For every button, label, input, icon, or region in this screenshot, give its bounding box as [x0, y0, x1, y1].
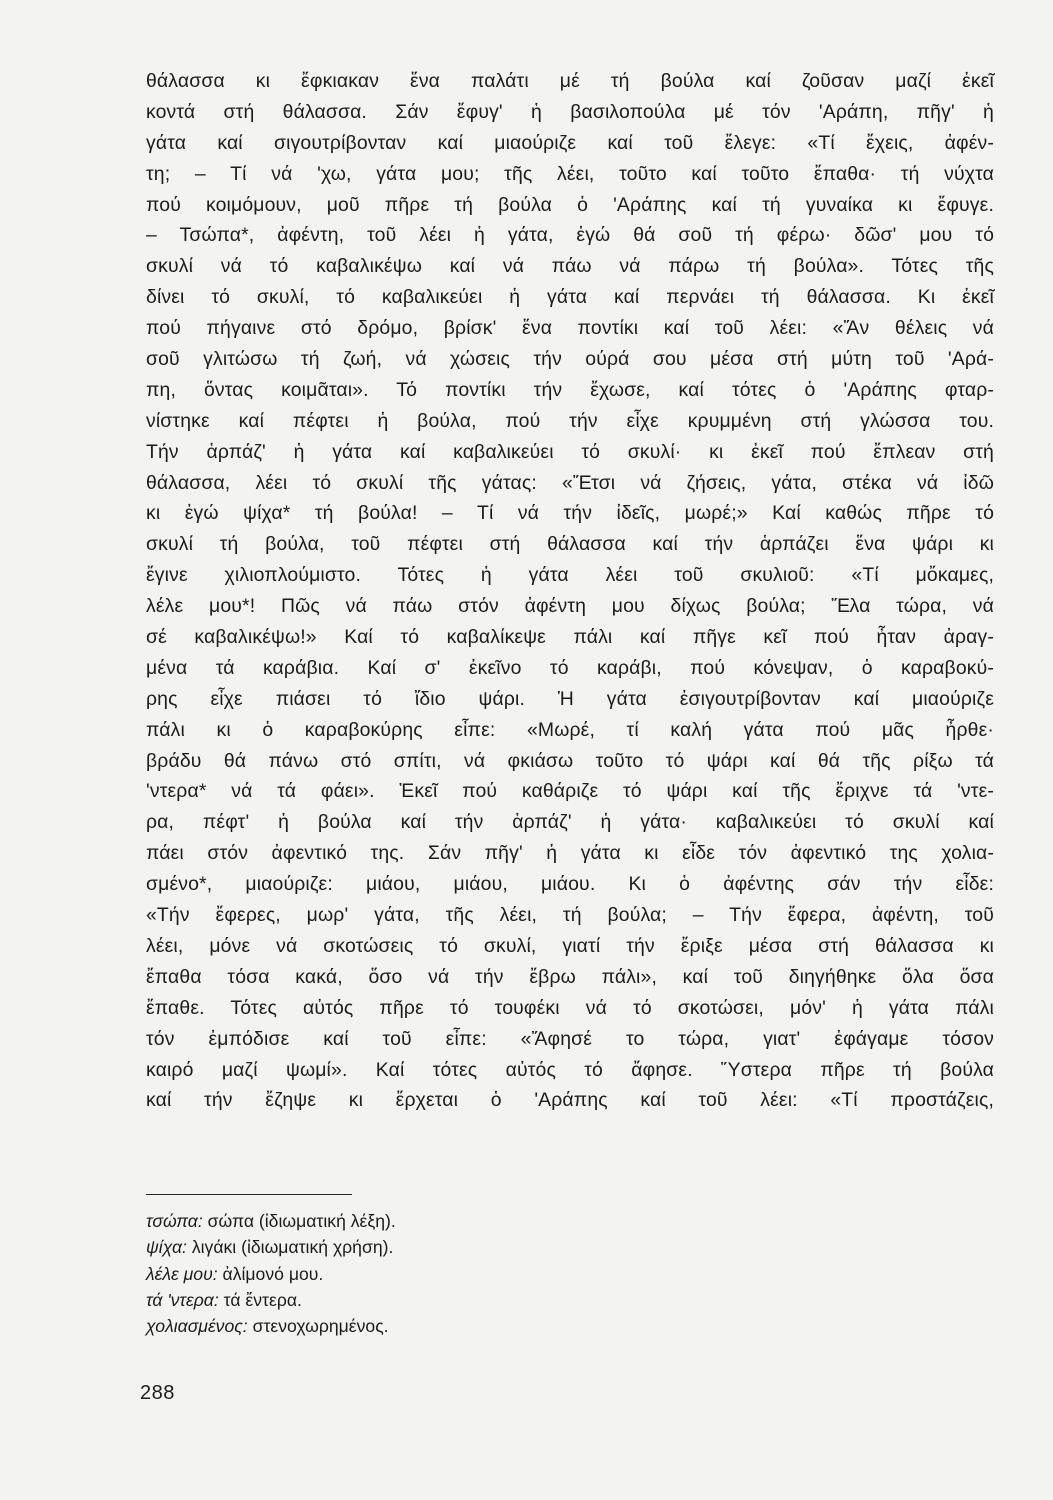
main-text: [146, 66, 994, 1116]
text-line: Τήν ἁρπάζ' ἡ γάτα καί καβαλικεύει τό σκυλί· κι ἐκεῖ πού ἔπλεαν στή: [146, 440, 994, 463]
footnote: [146, 1208, 746, 1234]
footnote-term: λέλε μου:: [146, 1263, 218, 1284]
text-line: καιρό μαζί ψωμί». Καί τότες αὐτός τό ἄφησε. Ὕστερα πῆρε τή βούλα: [146, 1058, 994, 1081]
text-line: σκυλί νά τό καβαλικέψω καί νά πάω νά πάρω τή βούλα». Τότες τῆς: [146, 255, 994, 278]
footnote-definition: σώπα (ἰδιωματική λέξη).: [207, 1211, 396, 1231]
footnote-term: τσώπα:: [146, 1211, 203, 1231]
text-line: θάλασσα, λέει τό σκυλί τῆς γάτας: «Ἔτσι νά ζήσεις, γάτα, στέκα νά ἰδῶ: [146, 471, 994, 494]
text-line: «Τήν ἔφερες, μωρ' γάτα, τῆς λέει, τή βούλα; – Τήν ἔφερα, ἀφέντη, τοῦ: [146, 904, 994, 927]
text-line: λέλε μου*! Πῶς νά πάω στόν ἀφέντη μου δίχως βούλα; Ἔλα τώρα, νά: [146, 595, 994, 618]
text-line: κι ἐγώ ψίχα* τή βούλα! – Τί νά τήν ἰδεῖς, μωρέ;» Καί καθώς πῆρε τό: [146, 502, 994, 525]
footnote-definition: στενοχωρημένος.: [252, 1316, 389, 1337]
text-line: τόν ἐμπόδισε καί τοῦ εἶπε: «Ἄφησέ το τώρα, γιατ' ἐφάγαμε τόσον: [146, 1027, 994, 1050]
text-line: καί τήν ἔζηψε κι ἔρχεται ὁ 'Αράπης καί τοῦ λέει: «Τί προστάζεις,: [146, 1089, 994, 1112]
footnote: [146, 1234, 746, 1260]
text-line: τη; – Τί νά 'χω, γάτα μου; τῆς λέει, τοῦτο καί τοῦτο ἔπαθα· τή νύχτα: [146, 162, 994, 185]
text-line: μένα τά καράβια. Καί σ' ἐκεῖνο τό καράβι, πού κόνεψαν, ὁ καραβοκύ-: [146, 656, 994, 679]
text-line: ἔπαθα τόσα κακά, ὅσο νά τήν ἔβρω πάλι», καί τοῦ διηγήθηκε ὅλα ὅσα: [146, 965, 994, 988]
text-line: – Τσώπα*, ἀφέντη, τοῦ λέει ἡ γάτα, ἐγώ θά σοῦ τή φέρω· δῶσ' μου τό: [146, 224, 994, 247]
page-number: 288: [140, 1382, 175, 1404]
footnotes: [146, 1208, 746, 1339]
text-line: θάλασσα κι ἔφκιακαν ἕνα παλάτι μέ τή βούλα καί ζοῦσαν μαζί ἐκεῖ: [146, 70, 994, 92]
text-line: γάτα καί σιγουτρίβονταν καί μιαούριζε καί τοῦ ἔλεγε: «Τί ἔχεις, ἀφέν-: [146, 131, 994, 154]
footnote: [146, 1261, 746, 1287]
text-line: 'ντερα* νά τά φάει». Ἐκεῖ πού καθάριζε τό ψάρι καί τῆς ἔριχνε τά 'ντε-: [146, 780, 994, 803]
text-line: νίστηκε καί πέφτει ἡ βούλα, πού τήν εἶχε κρυμμένη στή γλώσσα του.: [146, 409, 994, 432]
text-line: δίνει τό σκυλί, τό καβαλικεύει ἡ γάτα καί περνάει τή θάλασσα. Κι ἐκεῖ: [146, 286, 994, 309]
footnote-definition: λιγάκι (ἰδιωματική χρήση).: [191, 1237, 394, 1258]
footnote: [146, 1313, 746, 1339]
text-line: ἔπαθε. Τότες αὐτός πῆρε τό τουφέκι νά τό σκοτώσει, μόν' ἡ γάτα πάλι: [146, 996, 994, 1019]
footnote: [146, 1287, 746, 1313]
text-line: σέ καβαλικέψω!» Καί τό καβαλίκεψε πάλι καί πῆγε κεῖ πού ἦταν ἀραγ-: [146, 626, 994, 649]
text-line: κοντά στή θάλασσα. Σάν ἔφυγ' ἡ βασιλοπούλα μέ τόν 'Αράπη, πῆγ' ἡ: [146, 100, 994, 123]
text-line: σοῦ γλιτώσω τή ζωή, νά χώσεις τήν ούρά σου μέσα στή μύτη τοῦ 'Αρά-: [146, 348, 994, 371]
text-line: ρα, πέφτ' ἡ βούλα καί τήν ἁρπάζ' ἡ γάτα· καβαλικεύει τό σκυλί καί: [146, 811, 994, 834]
text-line: ρης εἶχε πιάσει τό ἴδιο ψάρι. Ἡ γάτα ἐσιγουτρίβονταν καί μιαούριζε: [146, 687, 994, 710]
text-line: σκυλί τή βούλα, τοῦ πέφτει στή θάλασσα καί τήν ἁρπάζει ἕνα ψάρι κι: [146, 533, 994, 556]
text-line: πού κοιμόμουν, μοῦ πῆρε τή βούλα ὁ 'Αράπης καί τή γυναίκα κι ἔφυγε.: [146, 193, 994, 216]
footnote-definition: τά ἔντερα.: [223, 1289, 302, 1310]
text-line: πού πήγαινε στό δρόμο, βρίσκ' ἕνα ποντίκι καί τοῦ λέει: «Ἄν θέλεις νά: [146, 317, 994, 340]
text-line: βράδυ θά πάνω στό σπίτι, νά φκιάσω τοῦτο τό ψάρι καί θά τῆς ρίξω τά: [146, 749, 994, 772]
text-line: λέει, μόνε νά σκοτώσεις τό σκυλί, γιατί τήν ἔριξε μέσα στή θάλασσα κι: [146, 934, 994, 957]
footnote-divider: [146, 1194, 352, 1195]
footnote-term: ψίχα:: [146, 1237, 187, 1258]
text-line: πάλι κι ὁ καραβοκύρης εἶπε: «Μωρέ, τί καλή γάτα πού μᾶς ἦρθε·: [146, 718, 994, 741]
text-line: ἔγινε χιλιοπλούμιστο. Τότες ἡ γάτα λέει τοῦ σκυλιοῦ: «Τί μὄκαμες,: [146, 564, 994, 587]
footnote-term: τά 'ντερα:: [146, 1289, 219, 1310]
text-line: πάει στόν ἀφεντικό της. Σάν πῆγ' ἡ γάτα κι εἶδε τόν ἀφεντικό της χολια-: [146, 842, 994, 865]
footnote-term: χολιασμένος:: [146, 1316, 248, 1337]
text-line: σμένο*, μιαούριζε: μιάου, μιάου, μιάου. Κι ὁ ἀφέντης σάν τήν εἶδε:: [146, 873, 994, 896]
footnote-definition: ἀλίμονό μου.: [222, 1263, 324, 1284]
text-line: πη, ὅντας κοιμᾶται». Τό ποντίκι τήν ἔχωσε, καί τότες ὁ 'Αράπης φταρ-: [146, 378, 994, 401]
